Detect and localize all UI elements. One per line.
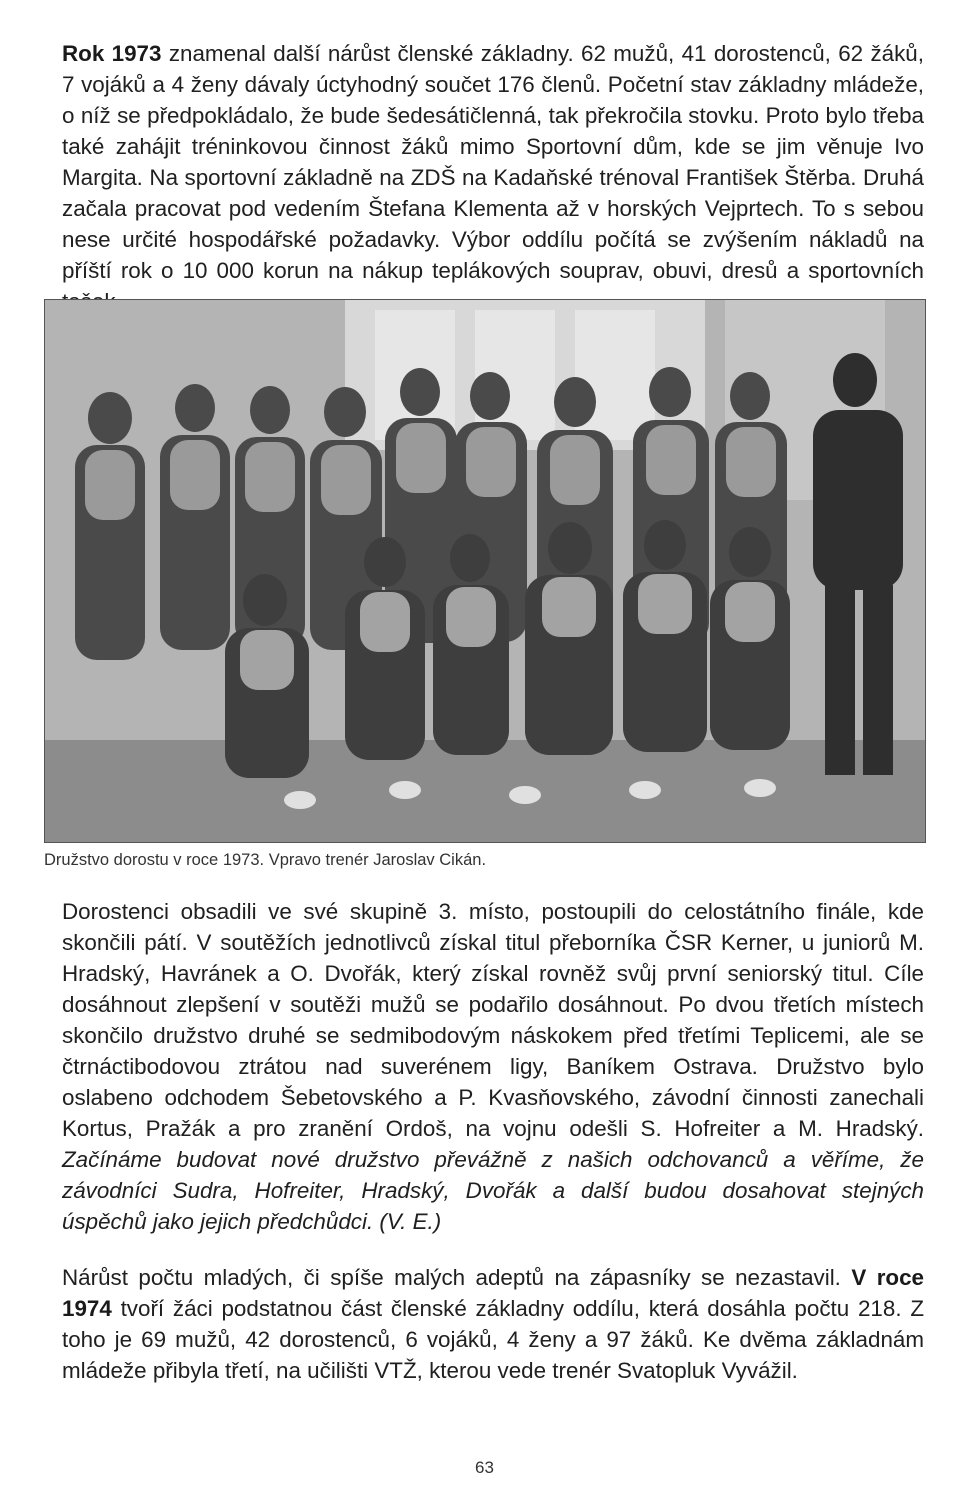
photo-caption: Družstvo dorostu v roce 1973. Vpravo trenér Jaroslav Cikán. bbox=[44, 851, 487, 869]
page-number: 63 bbox=[475, 1458, 494, 1477]
bold-lead: Rok 1973 bbox=[62, 41, 162, 66]
paragraph-rok-1973 bbox=[62, 38, 924, 317]
paragraph-dorostenci bbox=[62, 896, 924, 1237]
bold-year: V roce 1974 bbox=[62, 1265, 924, 1321]
team-photo bbox=[44, 299, 926, 843]
paragraph-text: Nárůst počtu mladých, či spíše malých adeptů na zápasníky se nezastavil. bbox=[62, 1265, 852, 1290]
paragraph-narust bbox=[62, 1262, 924, 1386]
paragraph-text-after: tvoří žáci podstatnou část členské základny oddílu, která dosáhla počtu 218. Z toho je 69 mužů, 42 dorostenců, 6 vojáků, 4 ženy a 97 žáků. Ke dvěma základnám mládeže přibyla třetí, na učilišti VTŽ, kterou vede trenér Svatopluk Vyvážil. bbox=[62, 1296, 924, 1383]
paragraph-text: znamenal další nárůst členské základny. 62 mužů, 41 dorostenců, 62 žáků, 7 vojáků a 4 ženy dávaly úctyhodný součet 176 členů. Početní stav základny mládeže, o níž se předpokládalo, že bude šedesátičlenná, tak překročila stovku. Proto bylo třeba také zahájit tréninkovou činnost žáků mimo Sportovní dům, kde se jim věnuje Ivo Margita. Na sportovní základně na ZDŠ na Kadaňské trénoval František Štěrba. Druhá začala pracovat pod vedením Štefana Klementa až v horských Vejprtech. To s sebou nese určité hospodářské požadavky. Výbor oddílu počítá se zvýšením nákladů na příští rok o 10 000 korun na nákup teplákových souprav, obuvi, dresů a sportovních bbox=[62, 41, 924, 283]
paragraph-text: Dorostenci obsadili ve své skupině 3. místo, postoupili do celostátního finále, kde skončili pátí. V soutěžích jednotlivců získal titul přeborníka ČSR Kerner, u juniorů M. Hradský, Havránek a O. Dvořák, který získal rovněž svůj první seniorský titul. Cíle dosáhnout zlepšení v soutěži mužů se podařilo dosáhnout. Po dvou třetích místech skončilo družstvo druhé se sedmibodovým náskokem před třetími Teplicemi, ale se čtrnáctibodovou ztrátou nad suverénem ligy, Baníkem Ostrava. Družstvo bylo oslabeno odchodem Šebetovského a P. Kvasňovského, závodní činnosti zanechali Kortus, Pražák a pro zranění Ordoš, na vojnu odešli S. Hofreiter a M. Hradský. bbox=[62, 899, 924, 1141]
italic-quote: Začínáme budovat nové družstvo převážně z našich odchovanců a věříme, že závodníci Sudra, Hofreiter, Hradský, Dvořák a další budou dosahovat stejných úspěchů jako jejich předchůdci. (V. E.) bbox=[62, 1147, 924, 1234]
team-photo-illustration bbox=[45, 300, 925, 842]
